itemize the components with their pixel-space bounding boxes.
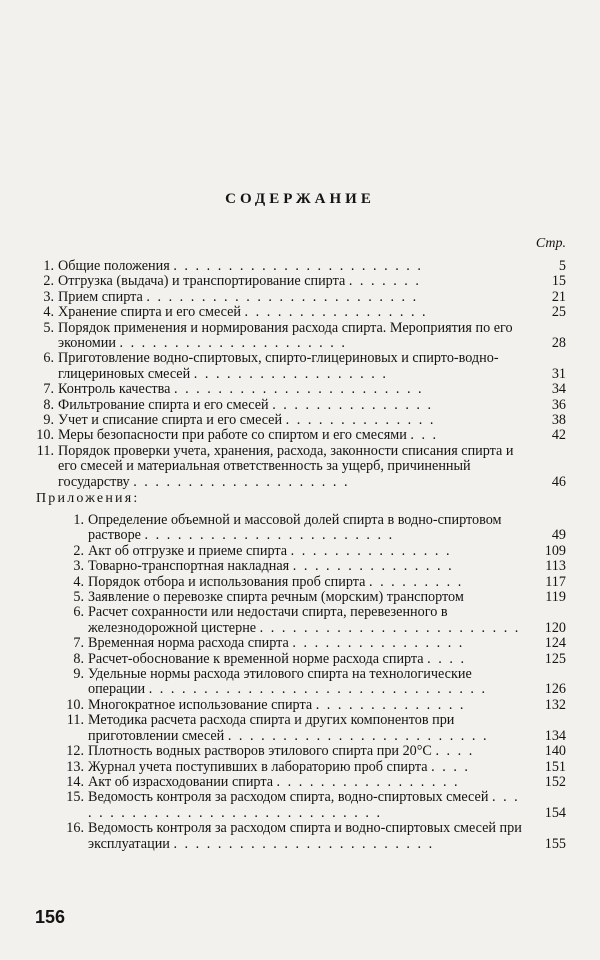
entry-number: 4. [43,304,54,321]
entry-title-text: Методика расчета расхода спирта и других компонентов при приготовлении смесей [88,712,455,744]
entry-number: 13. [66,758,84,775]
toc-entry [36,305,566,320]
entry-number: 3. [73,558,84,575]
entry-title-text: Приготовление водно-спиртовых, спирто-глицериновых и спирто-водно-глицериновых смесей [58,350,499,382]
entry-title [88,636,526,651]
entry-title [58,398,526,413]
entry-title [58,259,526,274]
entry-title-text: Товарно-транспортная накладная [88,558,290,575]
entry-title-text: Акт об израсходовании спирта [88,773,273,790]
entry-title-text: Ведомость контроля за расходом спирта и водно-спиртовых смесей при эксплуатации [88,820,522,852]
entry-page: 117 [545,573,566,590]
entry-number: 2. [43,273,54,290]
appendix-entry [66,698,566,713]
entry-number: 10. [36,427,54,444]
entry-number: 11. [36,442,54,459]
leader-dots: . . . . . . . . . . . . . . . . [292,635,465,652]
entry-number: 3. [43,288,54,305]
leader-dots: . . . . . . . . . . . . . . . . . . . . . . . [173,258,423,274]
entry-title [58,290,526,305]
leader-dots: . . . . . . . . . . . . . . . . . [244,304,428,321]
toc-entry [36,259,566,274]
entry-title [88,590,526,605]
toc-entry [36,290,566,305]
entry-page: 134 [544,727,566,744]
appendix-entry [66,605,566,636]
page-column-label: Стр. [535,236,566,251]
toc-entry [36,444,566,490]
appendix-entry [66,667,566,698]
leader-dots: . . . . . . . . . . . . . . . . . . . . . [119,335,347,352]
appendix-entry [66,513,566,544]
appendix-entry [66,544,566,559]
entry-page: 5 [558,258,566,274]
entry-number: 8. [73,650,84,667]
entry-page: 152 [544,773,566,790]
entry-title-text: Контроль качества [58,381,171,398]
entry-page: 155 [544,835,566,852]
entry-title [88,605,526,636]
leader-dots: . . . . . . . . . . . . . . . . . . . . . . . . [227,727,489,744]
toc-entry [36,382,566,397]
toc-entry [36,351,566,382]
entry-title-text: Общие положения [58,258,170,274]
entry-page: 120 [544,619,566,636]
leader-dots: . . . . . . . . . . . . . . . . . . . . . . . . . [146,288,419,305]
toc-entry [36,398,566,413]
entry-title [88,513,526,544]
entry-number: 5. [43,319,54,336]
entry-number: 7. [73,635,84,652]
entry-number: 5. [73,589,84,606]
leader-dots: . . . . . . . . . . . . . . . [272,396,434,413]
toc-entry [36,321,566,352]
toc-entry [36,413,566,428]
entry-title-text: Заявление о перевозке спирта речным (морским) транспортом [88,589,464,606]
entry-title [58,351,526,382]
entry-page: 125 [544,650,566,667]
entry-title-text: Порядок отбора и использования проб спирта [88,573,366,590]
entry-title [88,775,526,790]
entry-title [88,559,526,574]
leader-dots: . . . . . . . . . . . . . . . . . . . . . . . . [173,835,435,852]
leader-dots: . . . . . . . . . . . . . . . . . [276,773,460,790]
leader-dots: . . . . . . . . . . . . . . . . . . . . . . . . . . . . . . . [148,681,488,698]
entry-title [88,652,526,667]
entry-title [58,413,526,428]
entry-page: 154 [544,804,566,821]
entry-title-text: Порядок применения и нормирования расхода спирта. Мероприятия по его экономии [58,319,513,352]
page-title: СОДЕРЖАНИЕ [225,191,375,207]
entry-title [58,444,526,490]
entry-title-text: Ведомость контроля за расходом спирта, водно-спиртовых смесей [88,789,489,806]
entry-title [88,821,526,852]
appendix-entry [66,590,566,605]
entry-title-text: Учет и списание спирта и его смесей [58,412,283,429]
entry-title-text: Акт об отгрузке и приеме спирта [88,542,288,559]
entry-title [58,321,526,352]
leader-dots: . . . . . . . . . . . . . . . . . . . . . . . . . . . . . . [88,789,520,821]
entry-number: 14. [66,773,84,790]
entry-page: 25 [551,304,566,321]
entry-title-text: Многократное использование спирта [88,696,313,713]
entry-title-text: Отгрузка (выдача) и транспортирование спирта [58,273,346,290]
entry-number: 6. [43,350,54,367]
appendix-entry [66,760,566,775]
entry-page: 109 [544,542,566,559]
appendix-heading: Приложения: [36,491,140,506]
entry-number: 15. [66,789,84,806]
entry-number: 12. [66,743,84,760]
entry-title [88,744,526,759]
entry-title-text: Фильтрование спирта и его смесей [58,396,269,413]
leader-dots: . . . . . . . [348,273,421,290]
appendix-entry [66,713,566,744]
entry-title-text: Плотность водных растворов этилового спирта при 20°С [88,743,432,760]
entry-title-text: Порядок проверки учета, хранения, расхода, законности списания спирта и его смесей и материальная ответственность за ущерб, причиненный государству [58,442,514,490]
entry-number: 10. [66,696,84,713]
entry-number: 6. [73,604,84,621]
entry-title-text: Хранение спирта и его смесей [58,304,241,321]
entry-title [88,575,526,590]
entry-title [88,760,526,775]
entry-title [58,428,526,443]
entry-title [58,305,526,320]
leader-dots: . . . . . . . . . . . . . . . . . . . . [133,473,350,490]
leader-dots: . . . . [427,650,466,667]
leader-dots: . . . . [431,758,470,775]
entry-number: 4. [73,573,84,590]
appendix-entry [66,636,566,651]
entry-page: 28 [551,335,566,352]
entry-page: 36 [551,396,566,413]
leader-dots: . . . . . . . . . . . . . . . . . . . . . . . . [259,619,521,636]
entry-title-text: Расчет сохранности или недостачи спирта, перевезенного в железнодорожной цистерне [88,604,448,636]
appendix-list [66,513,566,852]
entry-number: 8. [43,396,54,413]
leader-dots: . . . [410,427,439,444]
table-of-contents [36,259,566,490]
entry-title-text: Журнал учета поступивших в лабораторию проб спирта [88,758,428,775]
entry-title-text: Определение объемной и массовой долей спирта в водно-спиртовом растворе [88,512,502,544]
entry-title [88,667,526,698]
appendix-entry [66,652,566,667]
appendix-entry [66,775,566,790]
toc-entry [36,428,566,443]
entry-number: 7. [43,381,54,398]
leader-dots: . . . . . . . . . . . . . . [315,696,466,713]
entry-number: 1. [73,512,84,528]
entry-page: 140 [544,743,566,760]
entry-page: 119 [545,589,566,606]
entry-page: 46 [551,473,566,490]
entry-page: 151 [544,758,566,775]
entry-title-text: Временная норма расхода спирта [88,635,289,652]
entry-number: 16. [66,820,84,837]
toc-entry [36,274,566,289]
entry-page: 15 [551,273,566,290]
entry-page: 42 [551,427,566,444]
leader-dots: . . . . . . . . . . . . . . . [290,542,452,559]
entry-title [88,698,526,713]
leader-dots: . . . . . . . . . . . . . . . . . . [193,365,388,382]
appendix-entry [66,575,566,590]
entry-number: 1. [43,258,54,274]
entry-number: 9. [43,412,54,429]
leader-dots: . . . . . . . . . . . . . . . [292,558,454,575]
entry-title [88,544,526,559]
page-number: 156 [35,907,66,927]
leader-dots: . . . . . . . . . . . . . . [285,412,436,429]
entry-title [88,713,526,744]
leader-dots: . . . . . . . . . . . . . . . . . . . . . . . [173,381,424,398]
entry-title [58,382,526,397]
leader-dots: . . . . [435,743,475,760]
appendix-entry [66,790,566,821]
appendix-entry [66,821,566,852]
entry-page: 132 [544,696,566,713]
entry-page: 124 [544,635,566,652]
entry-title-text: Меры безопасности при работе со спиртом и его смесями [58,427,407,444]
entry-title [58,274,526,289]
entry-page: 31 [551,365,566,382]
entry-page: 21 [551,288,566,305]
entry-page: 126 [544,681,566,698]
entry-number: 9. [73,666,84,683]
leader-dots: . . . . . . . . . [368,573,464,590]
entry-title [88,790,526,821]
entry-title-text: Прием спирта [58,288,143,305]
entry-number: 11. [66,712,84,729]
entry-title-text: Расчет-обоснование к временной норме расхода спирта [88,650,424,667]
entry-title-text: Удельные нормы расхода этилового спирта на технологические операции [88,666,472,698]
entry-page: 113 [545,558,566,575]
appendix-entry [66,744,566,759]
entry-number: 2. [73,542,84,559]
entry-page: 49 [551,527,566,544]
entry-page: 34 [551,381,566,398]
appendix-entry [66,559,566,574]
leader-dots: . . . . . . . . . . . . . . . . . . . . . . . [144,527,395,544]
entry-page: 38 [551,412,566,429]
